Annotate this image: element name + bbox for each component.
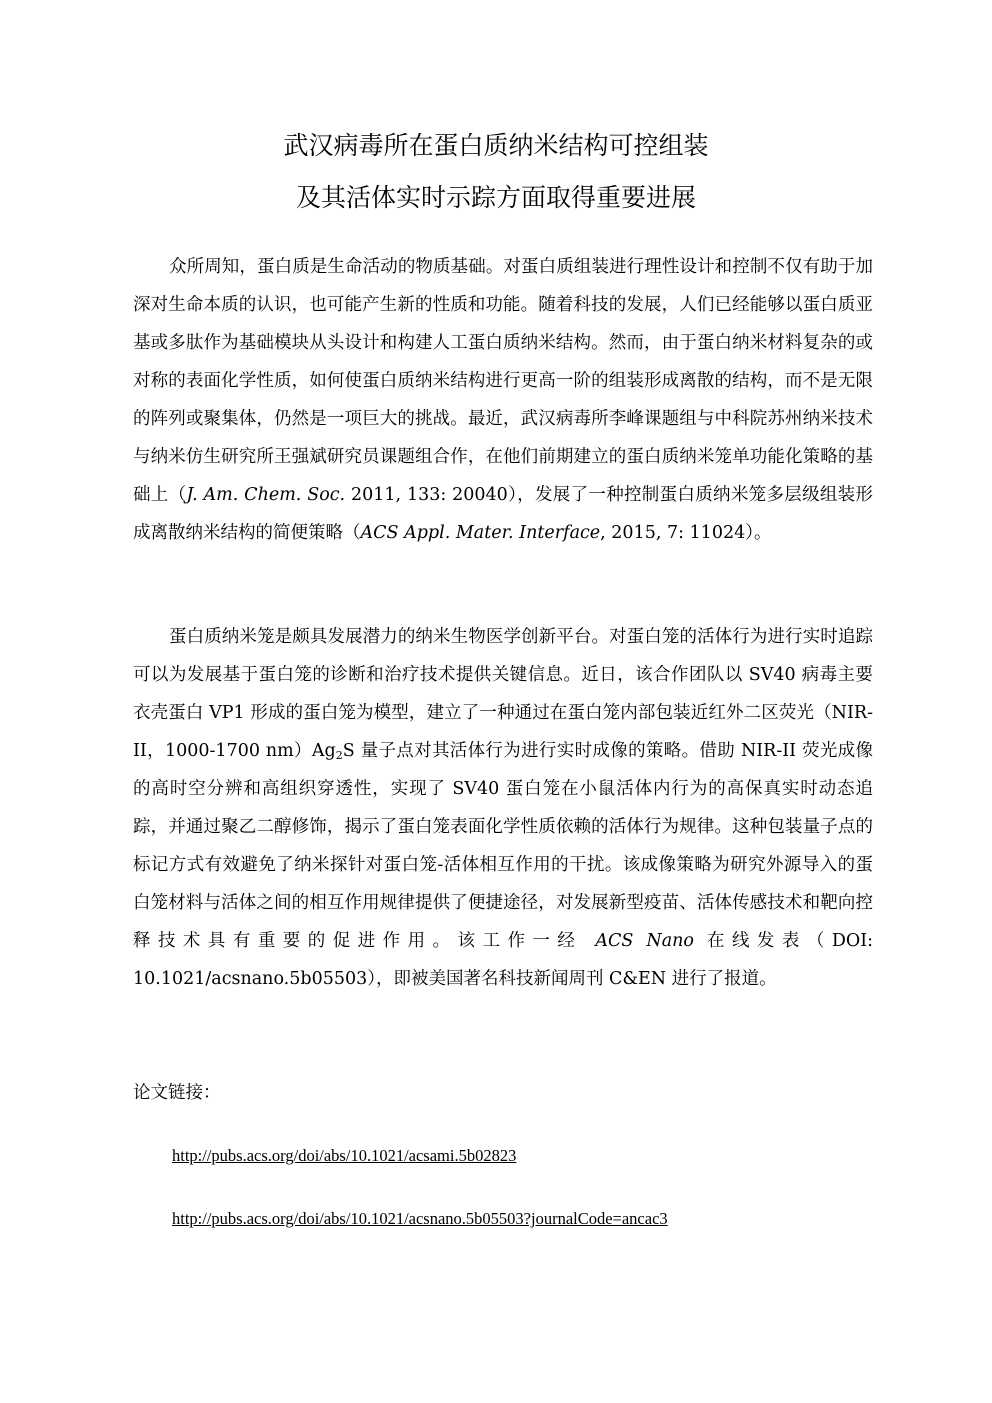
- subscript-2: 2: [335, 749, 343, 762]
- reference-2-journal: ACS Appl. Mater. Interface: [360, 523, 601, 543]
- paragraph-1-text: 众所周知，蛋白质是生命活动的物质基础。对蛋白质组装进行理性设计和控制不仅有助于加深对生命本质的认识，也可能产生新的性质和功能。随着科技的发展，人们已经能够以蛋白质亚基或多肽作为基础模块从头设计和构建人工蛋白质纳米结构。然而，由于蛋白纳米材料复杂的或对称的表面化学性质，如何使蛋白质纳米结构进行更高一阶的组装形成离散的结构，而不是无限的阵列或聚集体，仍然是一项巨大的挑战。最近，武汉病毒所李峰课题组与中科院苏州纳米技术与纳米仿生研究所王强斌研究员课题组合作，在他们前期建立的蛋白质纳米笼单功能化策略的基础上（: [133, 257, 873, 505]
- paragraph-1-end: 。: [753, 523, 772, 543]
- paragraph-2-text: 蛋白质纳米笼是颇具发展潜力的纳米生物医学创新平台。对蛋白笼的活体行为进行实时追踪可以为发展基于蛋白笼的诊断和治疗技术提供关键信息。近日，该合作团队以 SV40 病毒主要衣壳蛋白 VP1 形成的蛋白笼为模型，建立了一种通过在蛋白笼内部包装近红外二区荧光（NIR-II，1000-1700 nm）Ag: [133, 627, 873, 761]
- reference-2-detail: , 2015, 7: 11024）: [600, 523, 754, 543]
- paragraph-1-text-continued: ，发展了一种控制蛋白质纳米笼多层级组装形成离散纳米结构的简便策略（: [133, 485, 873, 543]
- links-label: 论文链接：: [133, 1083, 221, 1103]
- paragraph-2: [133, 618, 873, 998]
- paper-link-1[interactable]: http://pubs.acs.org/doi/abs/10.1021/acsami.5b02823: [172, 1146, 517, 1165]
- paragraph-2-end: 在线发表（DOI: 10.1021/acsnano.5b05503），即被美国著名科技新闻周刊 C&EN 进行了报道。: [133, 931, 874, 989]
- reference-1-journal: J. Am. Chem. Soc.: [186, 485, 346, 505]
- title-line-2: 及其活体实时示踪方面取得重要进展: [295, 183, 696, 212]
- paper-link-2[interactable]: http://pubs.acs.org/doi/abs/10.1021/acsnano.5b05503?journalCode=ancac3: [172, 1209, 668, 1228]
- paragraph-1: [133, 248, 873, 552]
- journal-acs-nano: ACS Nano: [595, 931, 694, 951]
- reference-1-detail: 2011, 133: 20040）: [345, 485, 518, 505]
- title-line-1: 武汉病毒所在蛋白质纳米结构可控组装: [283, 131, 709, 160]
- paragraph-2-text-continued: S 量子点对其活体行为进行实时成像的策略。借助 NIR-II 荧光成像的高时空分辨和高组织穿透性，实现了 SV40 蛋白笼在小鼠活体内行为的高保真实时动态追踪，并通过聚乙二醇修饰，揭示了蛋白笼表面化学性质依赖的活体行为规律。这种包装量子点的标记方式有效避免了纳米探针对蛋白笼-活体相互作用的干扰。该成像策略为研究外源导入的蛋白笼材料与活体之间的相互作用规律提供了便捷途径，对发展新型疫苗、活体传感技术和靶向控释技术具有重要的促进作用。该工作一经: [133, 741, 873, 951]
